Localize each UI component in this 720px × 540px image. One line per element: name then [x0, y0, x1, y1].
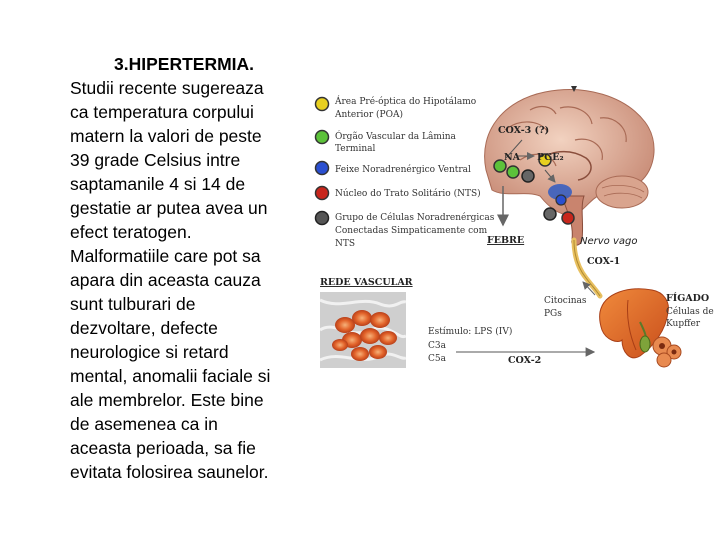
text-line: saptamanile 4 si 14 de [70, 174, 246, 194]
heading-hipertermia: 3.HIPERTERMIA. [114, 54, 255, 74]
label-celulas-2: Kupffer [666, 319, 701, 329]
label-c5a: C5a [428, 354, 446, 364]
legend-dot-ovlt [316, 131, 329, 144]
text-line: Studii recente sugereaza [70, 78, 264, 98]
legend-label: NTS [335, 239, 356, 249]
text-line: de asemenea ca in [70, 414, 218, 434]
text-line: mental, anomalii faciale si [70, 366, 271, 386]
label-citocinas: Citocinas [544, 296, 587, 306]
label-celulas-1: Células de [666, 307, 714, 317]
vagus-nerve [574, 240, 600, 296]
text-line: apara din aceasta cauza [70, 270, 261, 290]
legend-label: Órgão Vascular da Lâmina [335, 132, 456, 142]
label-febre: FEBRE [487, 235, 525, 246]
label-pgs: PGs [544, 309, 562, 319]
legend-dot-grupo [316, 212, 329, 225]
text-line: gestatie ar putea avea un [70, 198, 268, 218]
label-cox3: COX-3 (?) [498, 125, 550, 136]
brain-illustration [485, 86, 654, 245]
legend-dot-nts [316, 187, 329, 200]
text-line: efect teratogen. [70, 222, 192, 242]
label-estimulo: Estímulo: LPS (IV) [428, 327, 513, 337]
legend-label: Grupo de Células Noradrenérgicas [335, 213, 495, 223]
legend-label: Núcleo do Trato Solitário (NTS) [335, 189, 481, 199]
text-line: matern la valori de peste [70, 126, 262, 146]
text-line: dezvoltare, defecte [70, 318, 218, 338]
text-line: ca temperatura corpului [70, 102, 254, 122]
vascular-network-image [320, 292, 406, 368]
brain-dot-green-2 [507, 166, 519, 178]
legend-label: Área Pré-óptica do Hipotálamo [335, 97, 477, 107]
label-cox1: COX-1 [587, 256, 621, 267]
text-line: evitata folosirea saunelor. [70, 462, 269, 482]
label-pge2: PGE₂ [537, 152, 564, 163]
label-rede-vascular: REDE VASCULAR [320, 277, 413, 288]
legend-label: Terminal [335, 144, 376, 154]
legend-label: Conectadas Simpaticamente com [335, 226, 488, 236]
brain-dot-red [562, 212, 574, 224]
text-line: 39 grade Celsius intre [70, 150, 241, 170]
text-line: sunt tulburari de [70, 294, 196, 314]
brain-dot-grey-2 [544, 208, 556, 220]
text-line: neurologice si retard [70, 342, 229, 362]
legend-label: Feixe Noradrenérgico Ventral [335, 165, 471, 175]
label-c3a: C3a [428, 341, 446, 351]
legend [316, 95, 495, 249]
label-nervo-vago: Nervo vago [580, 236, 638, 247]
text-line: aceasta perioada, sa fie [70, 438, 256, 458]
brain-dot-grey-1 [522, 170, 534, 182]
brain-dot-blue [556, 195, 566, 205]
label-figado: FÍGADO [666, 293, 710, 304]
text-line: ale membrelor. Este bine [70, 390, 264, 410]
label-na: NA [504, 152, 521, 163]
legend-dot-feixe [316, 162, 329, 175]
text-line: Malformatiile care pot sa [70, 246, 261, 266]
legend-dot-poa [316, 98, 329, 111]
legend-label: Anterior (POA) [335, 110, 403, 120]
label-cox2: COX-2 [508, 355, 542, 366]
